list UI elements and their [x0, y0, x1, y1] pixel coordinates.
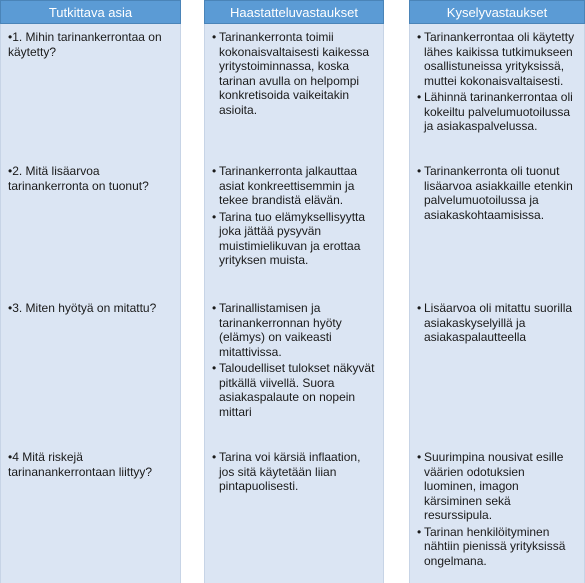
column-topic-body [0, 24, 181, 583]
answer-item [212, 164, 379, 208]
answer-text: Tarina tuo elämyksellisyytta joka jättää pysyvän muistimielikuvan ja erottaa yrityksen muista. [219, 209, 366, 267]
header-survey: Kyselyvastaukset [409, 0, 585, 24]
answer-item [212, 30, 379, 117]
bullet: • [212, 301, 217, 315]
column-survey [409, 0, 585, 568]
answer-text: Taloudelliset tulokset näkyvät pitkällä viivellä. Suora asiakaspalaute on nopein mittari [219, 361, 375, 419]
survey-cell [417, 450, 580, 570]
bullet: • [417, 164, 422, 178]
answer-text: Tarinan henkilöityminen nähtiin pienissä yrityksissä ongelmana. [424, 524, 566, 568]
bullet: • [417, 450, 422, 464]
answer-text: Tarinankerronta toimii kokonaisvaltaisesti kaikessa yritystoiminnassa, koska tarinan avulla on helpompi konkretisoida vaikeitakin asioita. [219, 30, 370, 117]
answer-item [417, 525, 580, 569]
answer-text: Lisäarvoa oli mitattu suorilla asiakaskyselyillä ja asiakaspalautteella [424, 301, 573, 344]
answer-item [417, 450, 580, 523]
column-interview-body [204, 24, 384, 583]
interview-cell [212, 30, 379, 119]
interview-cell [212, 301, 379, 421]
bullet: • [417, 90, 422, 104]
question-text: •2. Mitä lisäarvoa tarinankerronta on tuonut? [8, 164, 149, 193]
bullet: • [212, 450, 217, 464]
question-text: •3. Miten hyötyä on mitattu? [8, 301, 157, 315]
column-topic [0, 0, 181, 479]
answer-item [417, 90, 580, 134]
question-cell [8, 301, 176, 316]
column-survey-body [409, 24, 585, 583]
bullet: • [417, 301, 422, 315]
answer-text: Suurimpina nousivat esille väärien odotuksien luominen, imagon kärsiminen sekä resurssipula. [424, 450, 564, 522]
question-cell [8, 30, 176, 59]
column-interview [204, 0, 384, 493]
answer-item [417, 164, 580, 222]
question-cell [8, 164, 176, 193]
header-interview: Haastatteluvastaukset [204, 0, 384, 24]
answer-item [417, 30, 580, 88]
answer-item [212, 301, 379, 359]
answer-text: Tarinankerrontaa oli käytetty lähes kaikissa tutkimukseen osallistuneissa yrityksissä, muttei kokonaisvaltaisesti. [424, 30, 575, 88]
answer-item [212, 210, 379, 268]
bullet: • [417, 30, 422, 44]
answer-text: Tarinallistamisen ja tarinankerronnan hyöty (elämys) on vaikeasti mitattivissa. [219, 301, 342, 359]
interview-cell [212, 164, 379, 270]
question-cell [8, 450, 176, 479]
bullet: • [212, 164, 217, 178]
answer-text: Lähinnä tarinankerrontaa oli kokeiltu palvelumuotoilussa ja asiakaspalvelussa. [424, 90, 573, 133]
interview-cell [212, 450, 379, 496]
survey-cell [417, 30, 580, 136]
answer-text: Tarinankerronta oli tuonut lisäarvoa asiakkaille etenkin palvelumuotoilussa ja asiakaskohtaamisissa. [424, 164, 573, 222]
bullet: • [417, 524, 422, 539]
bullet: • [212, 209, 217, 224]
survey-cell [417, 301, 580, 347]
survey-cell [417, 164, 580, 224]
header-topic: Tutkittava asia [0, 0, 181, 24]
question-text: •1. Mihin tarinankerrontaa on käytetty? [8, 30, 162, 59]
answer-item [212, 450, 379, 494]
answer-text: Tarina voi kärsiä inflaation, jos sitä käytetään liian pintapuolisesti. [219, 450, 361, 493]
answer-text: Tarinankerronta jalkauttaa asiat konkreettisemmin ja tekee brandistä elävän. [219, 164, 358, 207]
answer-item [417, 301, 580, 345]
answer-item [212, 361, 379, 419]
question-text: •4 Mitä riskejä tarinanankerrontaan liittyy? [8, 450, 153, 479]
bullet: • [212, 361, 217, 375]
bullet: • [212, 30, 217, 44]
